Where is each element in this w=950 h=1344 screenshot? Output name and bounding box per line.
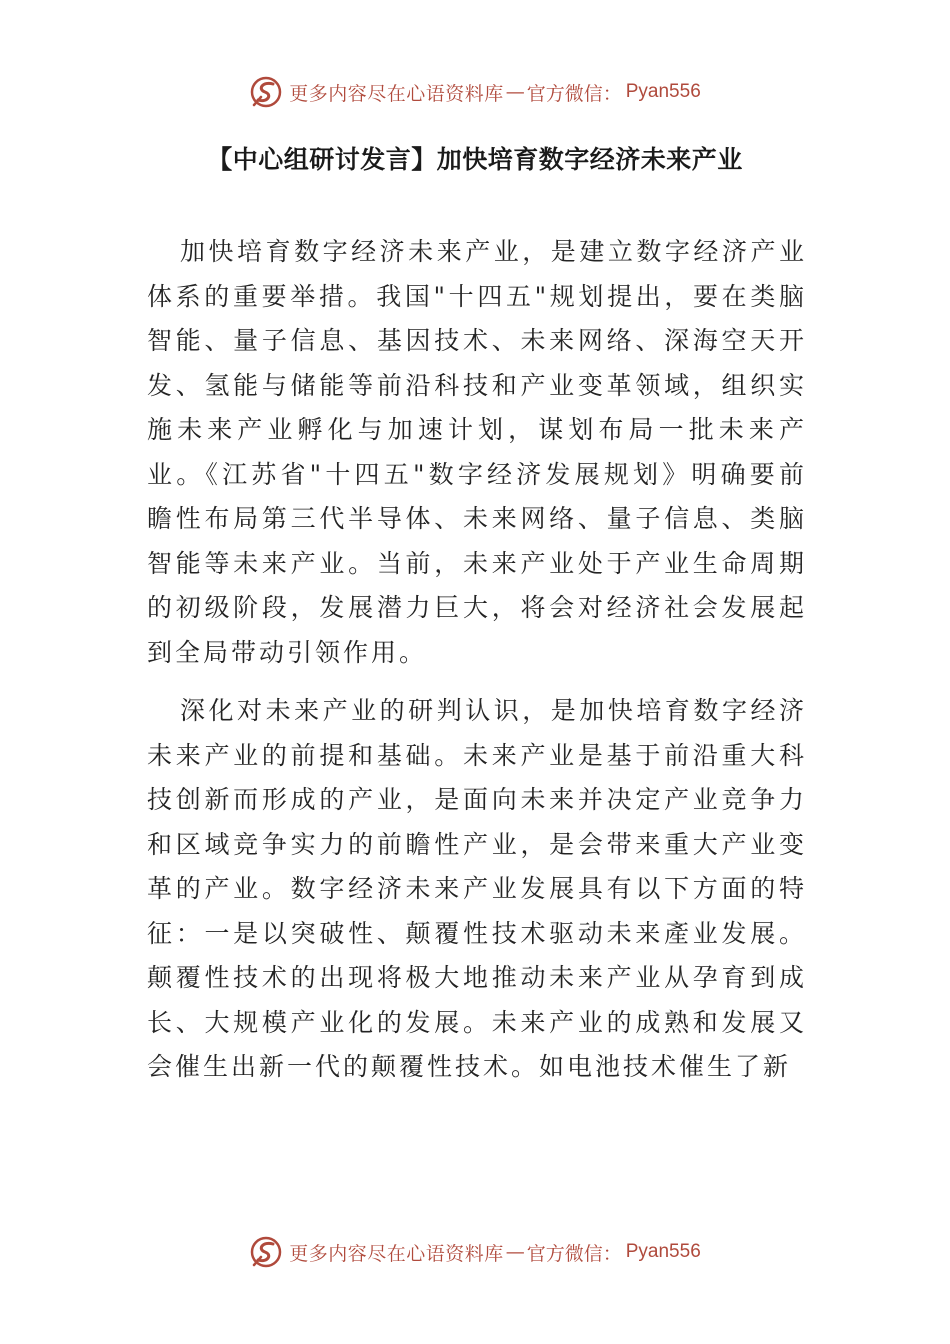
banner-wechat-label: 官方微信： [526, 1242, 622, 1265]
paragraph: 深化对未来产业的研判认识，是加快培育数字经济未来产业的前提和基础。未来产业是基于前沿重大科技创新而形成的产业，是面向未来并决定产业竞争力和区域竞争实力的前瞻性产业，是会带来重大产业变革的产业。数字经济未来产业发展具有以下方面的特征：一是以突破性、颠覆性技术驱动未来產业发展。颠覆性技术的出现将极大地推动未来产业从孕育到成长、大规模产业化的发展。未来产业的成熟和发展又会催生出新一代的颠覆性技术。如电池技术催生了新 [147, 696, 807, 1081]
paragraph: 加快培育数字经济未来产业，是建立数字经济产业体系的重要举措。我国"十四五"规划提出，要在类脑智能、量子信息、基因技术、未来网络、深海空天开发、氢能与储能等前沿科技和产业变革领域，组织实施未来产业孵化与加速计划，谋划布局一批未来产业。《江苏省"十四五"数字经济发展规划》明确要前瞻性布局第三代半导体、未来网络、量子信息、类脑智能等未来产业。当前，未来产业处于产业生命周期的初级阶段，发展潜力巨大，将会对经济社会发展起到全局带动引领作用。 [147, 237, 807, 667]
cursive-s-logo-icon [249, 1235, 283, 1269]
document-body [147, 230, 807, 1104]
header-banner [0, 72, 950, 112]
banner-separator: — [505, 1241, 525, 1263]
cursive-s-logo-icon [249, 75, 283, 109]
document-title: 【中心组研讨发言】加快培育数字经济未来产业 [207, 145, 743, 174]
banner-separator: — [505, 81, 525, 103]
banner-wechat-label: 官方微信： [526, 82, 622, 105]
banner-wechat-id: Pyan556 [625, 1241, 701, 1262]
banner-slogan: 更多内容尽在心语资料库 [289, 1242, 504, 1265]
banner-wechat-id: Pyan556 [625, 81, 701, 102]
footer-banner [0, 1232, 950, 1272]
banner-slogan: 更多内容尽在心语资料库 [289, 82, 504, 105]
